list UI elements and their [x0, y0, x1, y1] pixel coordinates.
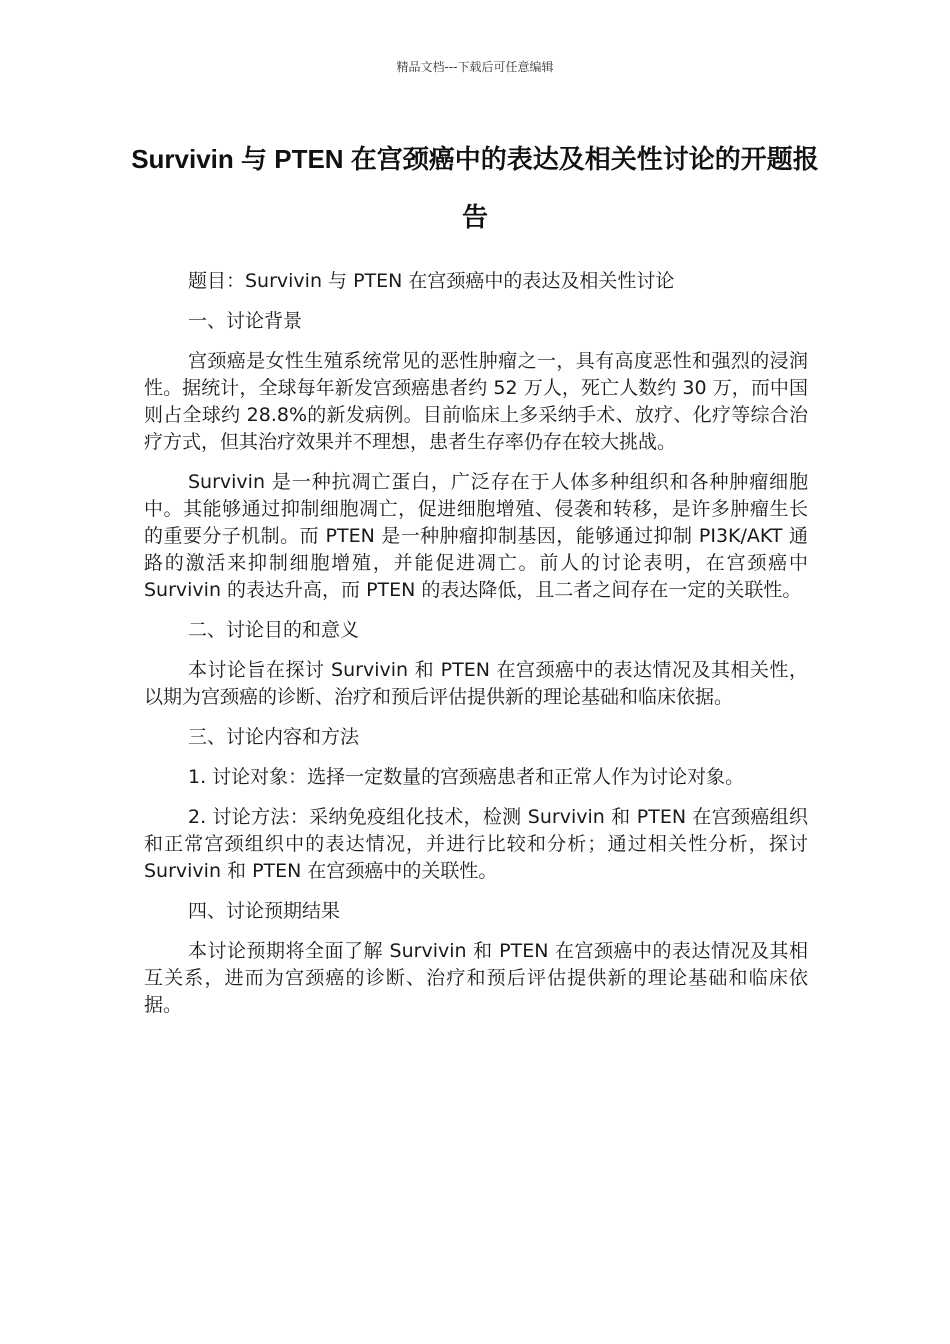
document-body — [144, 268, 808, 1032]
paragraph-methods-approach: 2. 讨论方法：采纳免疫组化技术，检测 Survivin 和 PTEN 在宫颈癌组织和正常宫颈组织中的表达情况，并进行比较和分析；通过相关性分析，探讨 Survivin 和 PTEN 在宫颈癌中的关联性。 — [144, 806, 808, 882]
paragraph-background-1: 宫颈癌是女性生殖系统常见的恶性肿瘤之一，具有高度恶性和强烈的浸润性。据统计，全球每年新发宫颈癌患者约 52 万人，死亡人数约 30 万，而中国则占全球约 28.8%的新发病例。目前临床上多采纳手术、放疗、化疗等综合治疗方式，但其治疗效果并不理想，患者生存率仍存在较大挑战。 — [144, 350, 808, 453]
paragraph-background-2: Survivin 是一种抗凋亡蛋白，广泛存在于人体多种组织和各种肿瘤细胞中。其能够通过抑制细胞凋亡，促进细胞增殖、侵袭和转移，是许多肿瘤生长的重要分子机制。而 PTEN 是一种肿瘤抑制基因，能够通过抑制 PI3K/AKT 通路的激活来抑制细胞增殖，并能促进凋亡。前人的讨论表明，在宫颈癌中 Survivin 的表达升高，而 PTEN 的表达降低，且二者之间存在一定的关联性。 — [144, 471, 808, 601]
paragraph-expected: 本讨论预期将全面了解 Survivin 和 PTEN 在宫颈癌中的表达情况及其相互关系，进而为宫颈癌的诊断、治疗和预后评估提供新的理论基础和临床依据。 — [144, 940, 808, 1016]
section-heading-background: 一、讨论背景 — [188, 310, 303, 332]
document-title: Survivin 与 PTEN 在宫颈癌中的表达及相关性讨论的开题报告 — [131, 144, 819, 232]
section-heading-purpose: 二、讨论目的和意义 — [188, 619, 360, 641]
topic-line: 题目：Survivin 与 PTEN 在宫颈癌中的表达及相关性讨论 — [188, 270, 675, 292]
section-heading-expected: 四、讨论预期结果 — [188, 900, 341, 922]
header-note: 精品文档---下载后可任意编辑 — [396, 60, 554, 74]
paragraph-methods-subjects: 1. 讨论对象：选择一定数量的宫颈癌患者和正常人作为讨论对象。 — [188, 766, 745, 788]
paragraph-purpose: 本讨论旨在探讨 Survivin 和 PTEN 在宫颈癌中的表达情况及其相关性，以期为宫颈癌的诊断、治疗和预后评估提供新的理论基础和临床依据。 — [144, 659, 808, 708]
section-heading-methods: 三、讨论内容和方法 — [188, 726, 360, 748]
